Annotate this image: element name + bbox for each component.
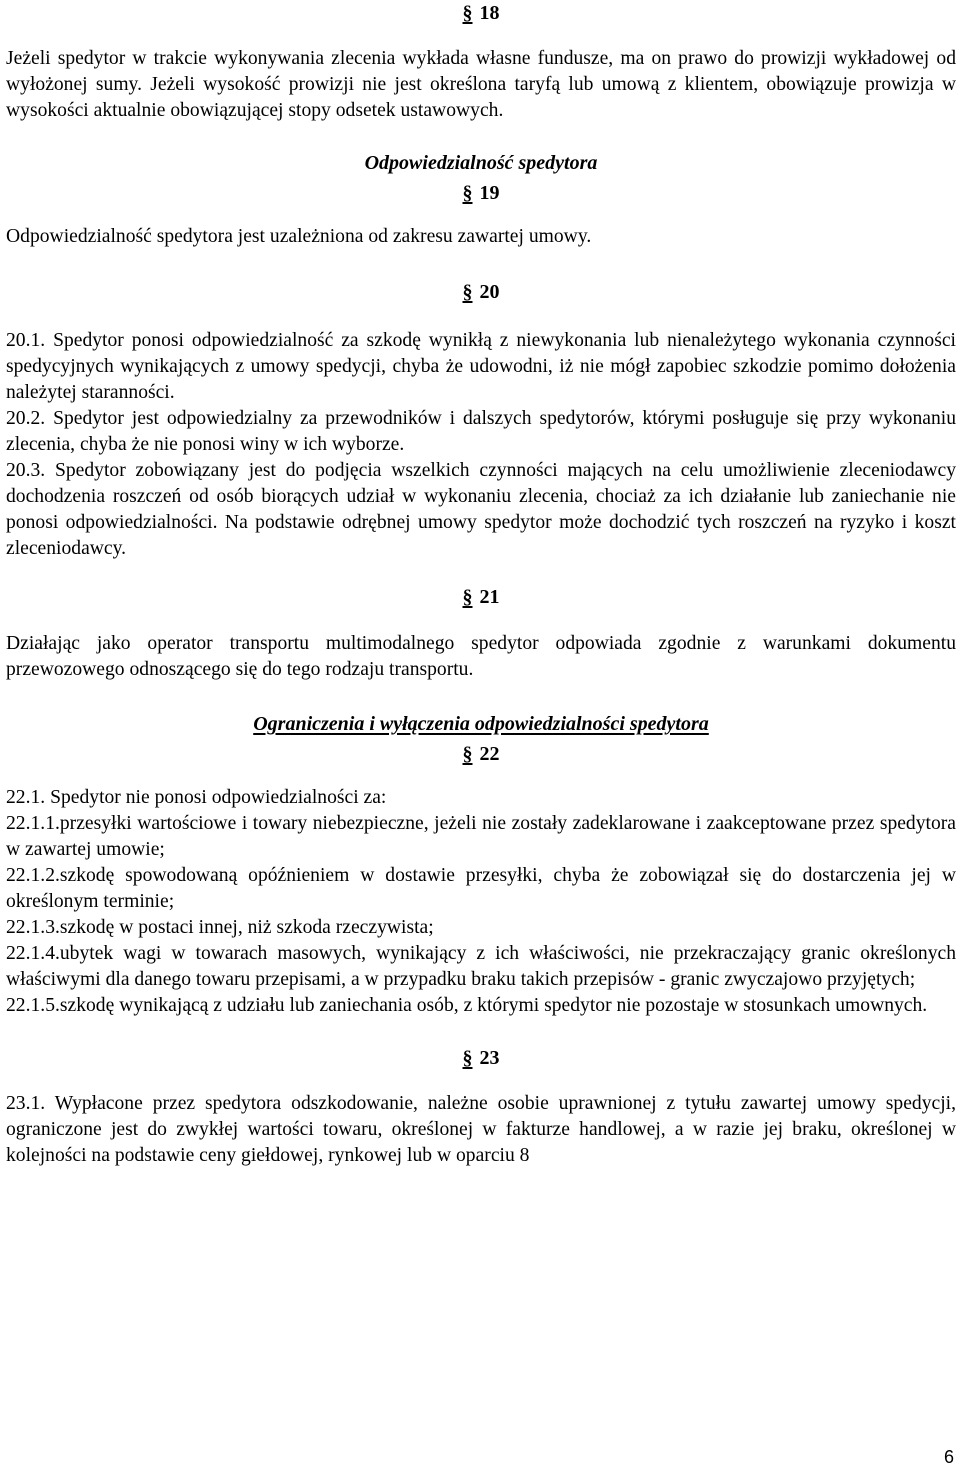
section-sign: § [462,281,473,303]
paragraph-22-1: 22.1. Spedytor nie ponosi odpowiedzialności za: [6,787,387,808]
section-sign: § [462,743,473,765]
paragraph-18: Jeżeli spedytor w trakcie wykonywania zlecenia wykłada własne fundusze, ma on prawo do prowizji wykładowej od wyłożonej sumy. Jeżeli wysokość prowizji nie jest określona taryfą lub umową z klientem, obowiązuje prowizja w wysokości aktualnie obowiązującej stopy odsetek ustawowych. [6,48,956,121]
title-ograniczenia: Ograniczenia i wyłączenia odpowiedzialności spedytora [253,713,709,735]
section-sign: § [462,1047,473,1069]
section-20-heading [6,279,956,305]
paragraph-22-1-1: 22.1.1.przesyłki wartościowe i towary niebezpieczne, jeżeli nie zostały zadeklarowane i zaakceptowane przez spedytora w zawartej umowie; [6,813,956,860]
paragraph-23-1: 23.1. Wypłacone przez spedytora odszkodowanie, należne osobie uprawnionej z tytułu zawartej umowy spedycji, ograniczone jest do zwykłej wartości towaru, określonej w fakturze handlowej, a w razie jej braku, określonej w kolejności na podstawie ceny giełdowej, rynkowej lub w oparciu 8 [6,1093,956,1166]
paragraph-20-1: 20.1. Spedytor ponosi odpowiedzialność za szkodę wynikłą z niewykonania lub nienależytego wykonania czynności spedycyjnych wynikających z umowy spedycji, chyba że udowodni, iż nie mógł zapobiec szkodzie pomimo dołożenia należytej staranności. [6,330,956,403]
section-number: 18 [479,2,500,24]
section-number: 20 [479,281,500,303]
section-number: 19 [479,182,500,204]
paragraph-19: Odpowiedzialność spedytora jest uzależniona od zakresu zawartej umowy. [6,226,592,247]
paragraph-20-3: 20.3. Spedytor zobowiązany jest do podjęcia wszelkich czynności mających na celu umożliwienie zleceniodawcy dochodzenia roszczeń od osób biorących udział w wykonaniu zlecenia, chociaż za ich działanie lub zaniechanie nie ponosi odpowiedzialności. Na podstawie odrębnej umowy spedytor może dochodzić tych roszczeń na ryzyko i koszt zleceniodawcy. [6,460,956,559]
section-18-heading [6,0,956,26]
section-23-heading [6,1045,956,1071]
section-19-heading [6,180,956,206]
paragraph-22-1-4: 22.1.4.ubytek wagi w towarach masowych, wynikający z ich właściwości, nie przekraczający granic określonych właściwymi dla danego towaru przepisami, a w przypadku braku takich przepisów - granic zwyczajowo przyjętych; [6,943,956,990]
section-22-heading [6,741,956,767]
title-odpowiedzialnosc: Odpowiedzialność spedytora [364,152,598,174]
section-21-heading [6,584,956,610]
section-number: 23 [479,1047,500,1069]
section-number: 22 [479,743,500,765]
paragraph-22-1-2: 22.1.2.szkodę spowodowaną opóźnieniem w dostawie przesyłki, chyba że zobowiązał się do dostarczenia jej w określonym terminie; [6,865,956,912]
section-sign: § [462,2,473,24]
document-page [6,0,956,1169]
paragraph-20-2: 20.2. Spedytor jest odpowiedzialny za przewodników i dalszych spedytorów, którymi posługuje się przy wykonaniu zlecenia, chyba że nie ponosi winy w ich wyborze. [6,408,956,455]
section-sign: § [462,586,473,608]
paragraph-22-1-5: 22.1.5.szkodę wynikającą z udziału lub zaniechania osób, z którymi spedytor nie pozostaje w stosunkach umownych. [6,995,928,1016]
section-sign: § [462,182,473,204]
paragraph-21: Działając jako operator transportu multimodalnego spedytor odpowiada zgodnie z warunkami dokumentu przewozowego odnoszącego się do tego rodzaju transportu. [6,633,956,680]
page-number: 6 [943,1447,954,1467]
paragraph-22-1-3: 22.1.3.szkodę w postaci innej, niż szkoda rzeczywista; [6,917,434,938]
section-number: 21 [479,586,500,608]
